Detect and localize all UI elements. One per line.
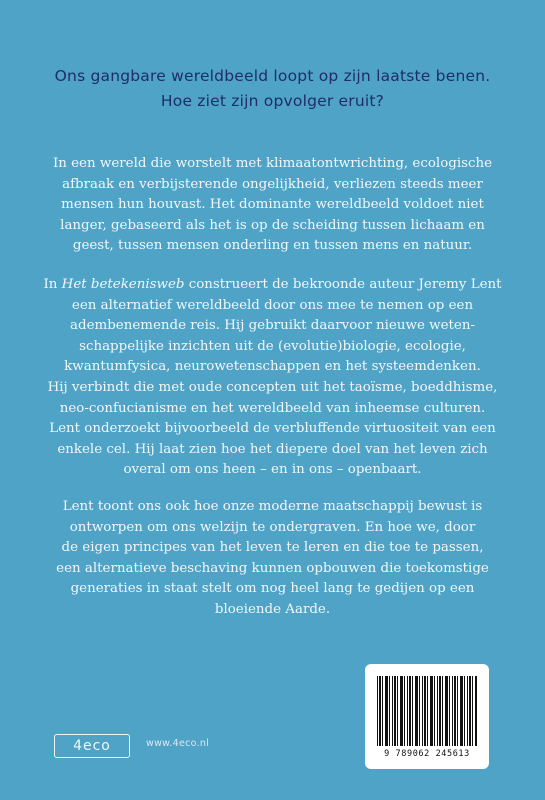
text-fragment: In <box>43 277 62 292</box>
text-line: afbraak en verbijsterende ongelijkheid, verliezen steeds meer <box>62 176 483 192</box>
text-line: enkele cel. Hij laat zien hoe het diepere doel van het leven zich <box>57 441 488 457</box>
text-line <box>0 275 545 296</box>
text-line: adembenemende reis. Hij gebruikt daarvoor nieuwe weten- <box>70 318 475 334</box>
publisher-logo: 4eco <box>54 734 130 758</box>
paragraph-2 <box>0 275 545 481</box>
headline-line-2: Hoe ziet zijn opvolger eruit? <box>160 92 385 110</box>
text-line: geest, tussen mensen onderling en tussen mens en natuur. <box>72 238 473 254</box>
text-line: Lent onderzoekt bijvoorbeeld de verbluffende virtuositeit van een <box>49 421 496 437</box>
text-fragment: construeert de bekroonde auteur Jeremy Lent <box>184 277 502 292</box>
barcode <box>365 664 489 769</box>
isbn-number: 9 789062 245613 <box>384 749 470 759</box>
book-title: Het betekenisweb <box>61 277 185 292</box>
text-line: langer, gebaseerd als het is op de scheiding tussen lichaam en <box>60 217 485 233</box>
text-line: neo-confucianisme en het wereldbeeld van inheemse culturen. <box>59 400 486 416</box>
text-line: bloeiende Aarde. <box>214 601 331 617</box>
paragraph-1 <box>0 154 545 257</box>
text-line: kwantumfysica, neurowetenschappen en het systeemdenken. <box>64 359 481 375</box>
text-line: een alternatieve beschaving kunnen opbouwen die toekomstige <box>56 560 489 576</box>
text-line: overal om ons heen – en in ons – openbaart. <box>123 462 422 478</box>
paragraph-3 <box>0 497 545 621</box>
text-line: schappelijke inzichten uit de (evolutie)biologie, ecologie, <box>79 338 466 354</box>
publisher-url: www.4eco.nl <box>146 738 210 749</box>
barcode-bars <box>377 676 477 746</box>
text-line: Lent toont ons ook hoe onze moderne maatschappij bewust is <box>62 499 483 514</box>
headline-line-1: Ons gangbare wereldbeeld loopt op zijn laatste benen. <box>54 67 491 85</box>
text-line: In een wereld die worstelt met klimaatontwrichting, ecologische <box>52 156 493 171</box>
text-line: generaties in staat stelt om nog heel lang te gedijen op een <box>70 581 475 597</box>
headline <box>0 64 545 114</box>
text-line: een alternatief wereldbeeld door ons mee te nemen op een <box>71 297 474 313</box>
text-line: ontworpen om ons welzijn te ondergraven. En hoe we, door <box>69 519 476 535</box>
text-line: de eigen principes van het leven te leren en die toe te passen, <box>61 540 484 556</box>
text-line: Hij verbindt die met oude concepten uit het taoïsme, boeddhisme, <box>47 379 498 395</box>
text-line: mensen hun houvast. Het dominante wereldbeeld voldoet niet <box>61 197 484 213</box>
